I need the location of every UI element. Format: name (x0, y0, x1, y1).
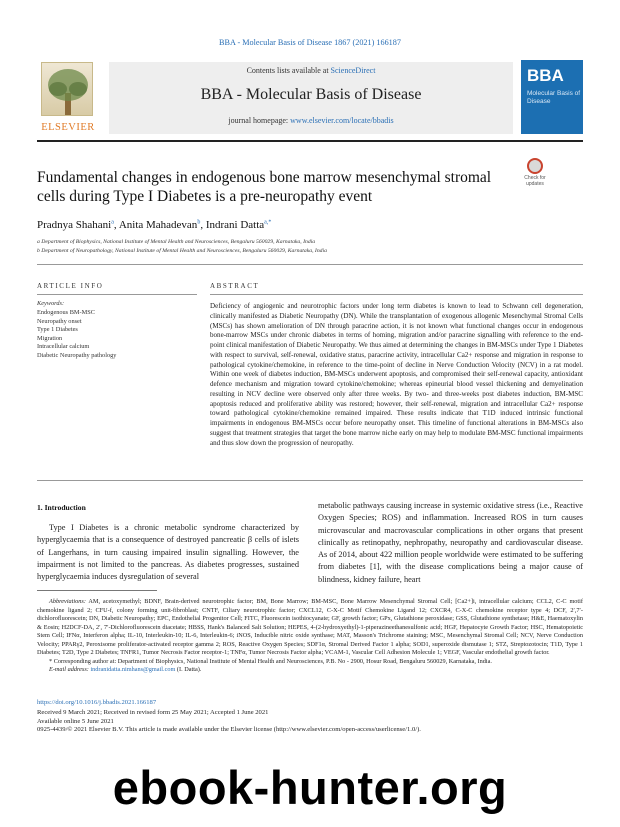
check-for-updates-button[interactable] (518, 158, 552, 188)
elsevier-tree-icon (41, 62, 93, 116)
abstract-text: Deficiency of angiogenic and neurotrophic factors under long term diabetes is known to lead to Schwann cell degeneration, clinically manifested as Diabetic Neuropathy (DN). While the transplantation of exogenous allogenic Mesenchymal Stromal Cells (MSCs) has shown amelioration of DN through paracrine action, it is not known what functional changes occur in endogenous bone-marrow MSCs under chronic diabetes in terms of homing, migration and/or paracrine signalling with reference to the end-point clinical manifestation of Diabetic Neuropathy. We thus aimed at determining the changes in BM-MSCs under Type 1 Diabetes with respect to survival, self-renewal, oxidative status, paracrine activity, intracellular Ca2+ response and migration in response to pathological cytokine/chemokine, in reference to the time-point of decline in Nerve Conduction Velocity (NCV) in a rat model. Within one week of diabetes induction, BM-MSCs underwent apoptosis, and compromised their self-renewal capacity, antioxidant defence mechanism and migration toward cytokine/chemokine; whereas epineurial blood vessel thickening and demyelination resulting in NCV decline were observed only after three weeks. By two- and three-weeks post diabetes induction, BM-MSC apoptosis reduced and proliferative ability was restored; however, their self-renewal, migration and intracellular Ca2+ response toward pathological cytokine/chemokine remained impaired. These results indicate that T1D induced intrinsic functional impairments in endogenous BM-MSCs occur before neuropathy onset. This timeline of functional alterations in BM-MSCs also suggest that treatment strategies that target the bone marrow niche early on may help to modulate BM-MSC functional impairments and thus slow down the progression of neuropathy. (210, 302, 583, 447)
elsevier-wordmark: ELSEVIER (41, 122, 95, 133)
watermark: ebook-hunter.org (112, 761, 508, 814)
email-footnote (37, 666, 583, 675)
header-rule (37, 140, 583, 142)
author-name[interactable]: Anita Mahadevan (118, 219, 198, 231)
keyword: Neuropathy onset (37, 317, 82, 325)
abbreviations-text: AM, acetoxymethyl; BDNF, Brain-derived neurotrophic factor; BM, Bone Marrow; BM-MSC, Bone Marrow Mesenchymal Stromal Cell; [Ca2+]i, intracellular calcium; CCL2, C-C motif chemokine ligand 2; CFU-f, colony forming unit-fibroblast; CNTF, Ciliary neurotrophic factor; CXCL12, C-X-C Motif Chemokine Ligand 12; CXCR4, C-X-C chemokine receptor type 4; DCF, 2′,7′-dichlorofluorescein; DN, Diabetic Neuropathy; EPC, Endothelial Progenitor Cell; FITC, Fluorescein isothiocyanate; GF, growth factor; GPx, Glutathione peroxidase; GSS, Glutathione synthetase; H&E, Haematoxylin & Eosin; H2DCF-DA, 2′, 7′-Dichlorofluorescein diacetate; HBSS, Hank's Balanced Salt Solution; HEPES, 4-(2-hydroxyethyl)-1-piperazineethanesulfonic acid; HGF, Hepatocyte Growth Factor; HSC, Hematopoietic Stem Cell; IFNα, Interferon alpha; IL-10, Interleukin-10; IL-6, Interleukin-6; iNOS, Inducible nitric oxide synthase; MAT, Masson's Trichrome staining; MSC, Mesenchymal Stromal Cell; NCV, Nerve Conduction Velocity; PPARγ2, Peroxisome proliferator-activated receptor gamma 2; ROS, Reactive Oxygen Species; SDF1α, Stromal Derived Factor 1 alpha; SOD1, superoxide dismutase 1; STZ, Streptozotocin; T1D, Type 1 Diabetes; T2D, Type 2 Diabetes; TNFR1, Tumor Necrosis Factor receptor-1; TNFα, Tumor Necrosis Factor alpha; VCAM-1, Vascular Cell Adhesion Molecule 1; VEGF, Vascular endothelial growth factor. (37, 598, 583, 657)
sciencedirect-link[interactable]: ScienceDirect (330, 66, 376, 75)
email-link[interactable]: indranidatta.nimhans@gmail.com (90, 666, 176, 674)
abbreviations-footnote (37, 598, 583, 658)
author-affil-mark[interactable]: b (197, 219, 201, 226)
cover-title: BBA (527, 66, 564, 85)
author-name[interactable]: Pradnya Shahani (37, 219, 112, 231)
history-line: Available online 5 June 2021 (37, 717, 114, 725)
author-affil-mark[interactable]: a,* (264, 219, 272, 226)
affiliation-a: a Department of Biophysics, National Institute of Mental Health and Neurosciences, Bengaluru 560029, Karnataka, India (37, 239, 316, 245)
doi-link[interactable]: https://doi.org/10.1016/j.bbadis.2021.166187 (37, 699, 157, 706)
elsevier-logo[interactable] (37, 60, 97, 134)
journal-header-box (109, 62, 513, 134)
journal-header (37, 60, 583, 136)
footnote-rule (37, 590, 157, 591)
cover-subtitle: Molecular Basis of Disease (527, 90, 581, 105)
introduction-heading: 1. Introduction (37, 503, 86, 512)
keyword: Intracellular calcium (37, 343, 90, 351)
running-head: BBA - Molecular Basis of Disease 1867 (2021) 166187 (219, 38, 401, 47)
introduction-column-1: Type I Diabetes is a chronic metabolic syndrome characterized by hyperglycaemia that is a consequence of destroyed pancreatic β cells of islets of Langerhans, in turn causing impaired insulin signalling. However, the impairment is not limited to the pancreas. As diabetes progresses, sustained hyperglycaemia induces dysregulation of several (37, 523, 299, 582)
homepage-link[interactable]: www.elsevier.com/locate/bbadis (290, 116, 394, 125)
footnotes (37, 598, 583, 675)
article-history (37, 709, 583, 735)
article-info-heading: ARTICLE INFO (37, 282, 104, 290)
abbreviations-label: Abbreviations: (49, 598, 86, 605)
abstract-heading: ABSTRACT (210, 282, 260, 290)
author-affil-mark[interactable]: a (111, 219, 114, 226)
affiliation-b: b Department of Neuropathology, National Institute of Mental Health and Neurosciences, Bengaluru 560029, Karnataka, India (37, 248, 327, 254)
journal-cover[interactable] (521, 60, 583, 134)
abstract-rule (210, 294, 583, 295)
keyword: Type 1 Diabetes (37, 326, 78, 334)
check-updates-icon (527, 158, 543, 174)
affiliation-rule (37, 264, 583, 265)
contents-line (109, 66, 513, 75)
keywords-label: Keywords: (37, 300, 65, 307)
homepage-line (109, 116, 513, 125)
article-info-rule (37, 294, 197, 295)
author-list: Pradnya Shahani$^a$, Anita Mahadevan$^b$, Indrani Datta$^{a,*}$ (37, 219, 272, 231)
keyword: Diabetic Neuropathy pathology (37, 351, 117, 359)
email-suffix: (I. Datta). (175, 666, 202, 674)
article-title: Fundamental changes in endogenous bone marrow mesenchymal stromal cells during Type I Diabetes is a pre-neuropathy event (37, 169, 492, 205)
check-updates-label: Check for updates (524, 175, 546, 187)
contents-prefix: Contents lists available at (246, 66, 331, 75)
abstract-bottom-rule (37, 480, 583, 481)
introduction-column-2: metabolic pathways causing increase in systemic oxidative stress (i.e., Reactive Oxygen Species; ROS) and inflammation. Increased ROS in turn causes microvascular and macrovascular complications in other organs that present clinically as retinopathy, nephropathy, neuropathy and cardiovascular disease. As of 2014, about 422 million people worldwide were estimated to be suffering from diabetes [1], with the disease complications being a major cause of blindness, kidney failure, heart (318, 501, 583, 584)
author-name[interactable]: Indrani Datta (205, 219, 265, 231)
keywords-list (37, 309, 197, 361)
keyword: Endogenous BM-MSC (37, 309, 95, 316)
email-label: E-mail address: (49, 666, 91, 674)
journal-title: BBA - Molecular Basis of Disease (200, 86, 422, 103)
history-line: Received 9 March 2021; Received in revised form 25 May 2021; Accepted 1 June 2021 (37, 709, 269, 716)
keyword: Migration (37, 334, 63, 342)
license-line: 0925-4439/© 2021 Elsevier B.V. This article is made available under the Elsevier license (http://www.elsevier.com/open-access/userlicense/1.0/). (37, 726, 421, 734)
corresponding-author-footnote: * Corresponding author at: Department of Biophysics, National Institute of Mental Health and Neurosciences, P.B. No - 2900, Hosur Road, Bengaluru 560029, Karnataka, India. (49, 657, 492, 665)
homepage-prefix: journal homepage: (228, 116, 291, 125)
